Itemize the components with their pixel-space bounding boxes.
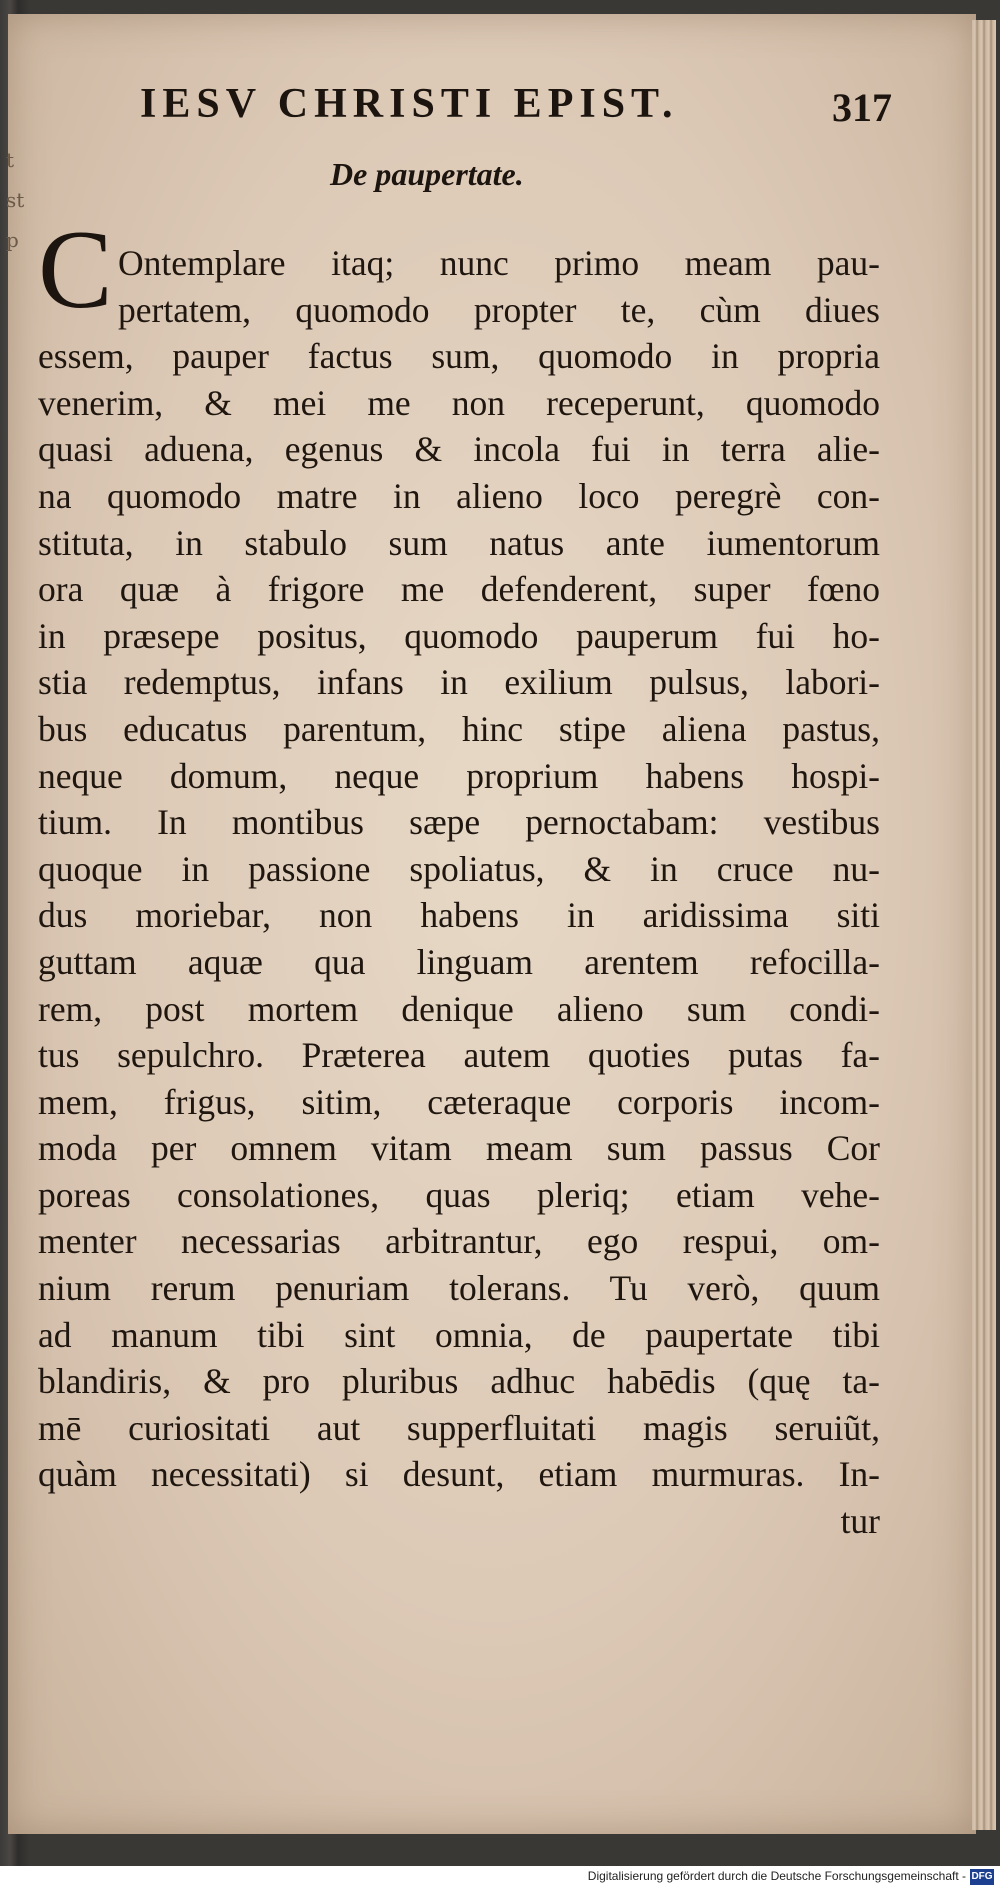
text-line: neque domum, neque proprium habens hospi-	[38, 755, 880, 796]
text-line: guttam aquæ qua linguam arentem refocilla-	[38, 941, 880, 982]
text-line: quàm necessitati) si desunt, etiam murmuras. In-	[38, 1454, 880, 1495]
running-title: IESV CHRISTI EPIST.	[140, 81, 679, 127]
text-line: poreas consolationes, quas pleriq; etiam vehe-	[38, 1174, 880, 1215]
text-line: bus educatus parentum, hinc stipe aliena pastus,	[38, 708, 880, 749]
gutter-fragments	[6, 140, 25, 540]
text-line: tus sepulchro. Præterea autem quoties putas fa-	[38, 1035, 880, 1076]
text-line: dus moriebar, non habens in aridissima siti	[38, 895, 880, 936]
gutter-fragment: p	[6, 228, 19, 252]
text-line: na quomodo matre in alieno loco peregrè con-	[38, 475, 880, 516]
text-line: rem, post mortem denique alieno sum condi-	[38, 988, 880, 1029]
text-line: menter necessarias arbitrantur, ego respui, om-	[38, 1221, 880, 1262]
text-line: essem, pauper factus sum, quomodo in propria	[38, 336, 880, 377]
section-title: De paupertate.	[330, 156, 524, 192]
funding-credit: Digitalisierung gefördert durch die Deutsche Forschungsgemeinschaft -	[587, 1869, 966, 1883]
text-line: blandiris, & pro pluribus adhuc habēdis (quę ta-	[38, 1361, 880, 1402]
drop-capital: C	[38, 208, 113, 332]
catchword: tur	[840, 1501, 880, 1542]
text-line: ad manum tibi sint omnia, de paupertate tibi	[38, 1314, 880, 1355]
page-edge	[972, 20, 996, 1830]
text-line: stituta, in stabulo sum natus ante iumentorum	[38, 522, 880, 563]
body-text	[38, 240, 880, 1545]
text-line: in præsepe positus, quomodo pauperum fui ho-	[38, 615, 880, 656]
text-line: venerim, & mei me non receperunt, quomodo	[38, 382, 880, 423]
text-line: quasi aduena, egenus & incola fui in terra alie-	[38, 429, 880, 470]
text-line: mē curiositati aut supperfluitati magis seruiũt,	[38, 1407, 880, 1448]
gutter-fragment: st	[6, 188, 25, 212]
text-line: quoque in passione spoliatus, & in cruce nu-	[38, 848, 880, 889]
page-number: 317	[832, 85, 892, 130]
text-line: stia redemptus, infans in exilium pulsus, labori-	[38, 662, 880, 703]
gutter-fragment: t	[6, 148, 15, 172]
text-line: Ontemplare itaq; nunc primo meam pau-	[118, 243, 880, 283]
text-line: ora quæ à frigore me defenderent, super fœno	[38, 569, 880, 610]
text-line: pertatem, quomodo propter te, cùm diues	[118, 289, 880, 330]
text-line: moda per omnem vitam meam sum passus Cor	[38, 1128, 880, 1169]
text-line: mem, frigus, sitim, cæteraque corporis incom-	[38, 1081, 880, 1122]
text-line: tium. In montibus sæpe pernoctabam: vestibus	[38, 802, 880, 843]
text-line: nium rerum penuriam tolerans. Tu verò, quum	[38, 1268, 880, 1309]
dfg-logo: DFG	[970, 1869, 994, 1885]
